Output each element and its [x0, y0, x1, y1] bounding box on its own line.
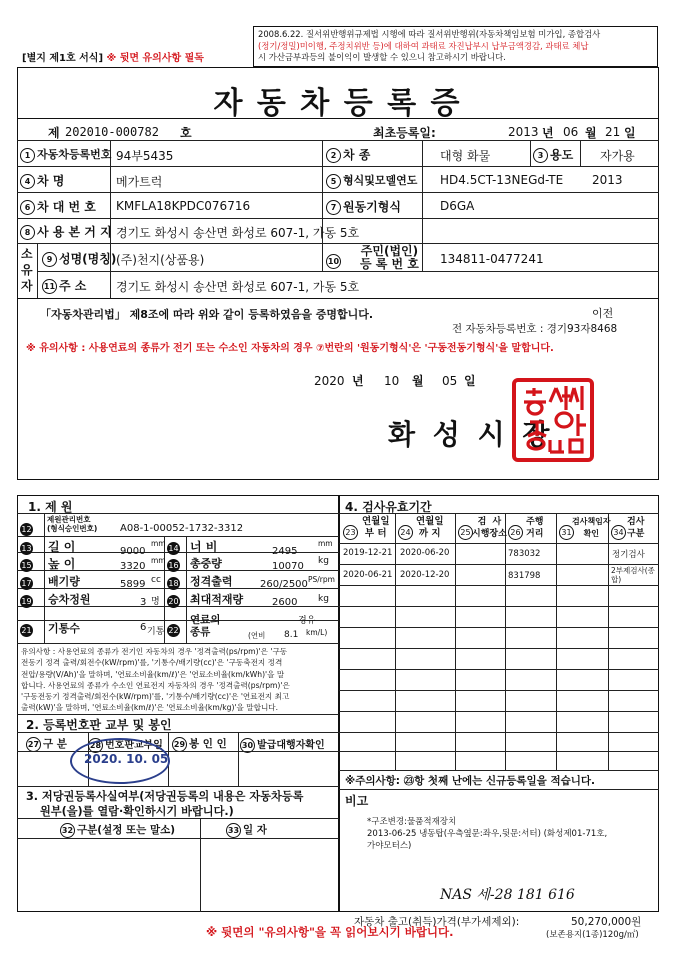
official-seal-image	[512, 378, 594, 462]
month-unit: 월	[585, 126, 597, 140]
power-value: 260/2500	[260, 579, 308, 590]
use-value: 자가용	[600, 149, 635, 163]
fuel-label: 연료의 종류	[190, 614, 221, 638]
plate-issue-date: 2020. 10. 05	[84, 752, 169, 766]
engine-label: 7 원동기형식	[326, 198, 401, 215]
vin-label: 6 차 대 번 호	[20, 198, 96, 215]
efficiency-value: 8.1	[284, 630, 299, 640]
width-value: 2495	[272, 546, 298, 557]
price-label: 자동차 출고(취득)가격(부가세제외):	[354, 916, 520, 928]
plate-col-agent: 30 발급대행자확인	[240, 736, 325, 753]
transfer-label: 이전	[592, 307, 614, 320]
prev-reg-no: 전 자동차등록번호 : 경기93자8468	[452, 323, 618, 335]
owner-id-value: 134811-0477241	[440, 252, 544, 266]
cert-caution: ※ 유의사항 : 사용연료의 종류가 전기 또는 수소인 자동차의 경우 ⑦번란의 '원동기형식'은 '구동전동기형식'을 말합니다.	[26, 343, 554, 354]
inspection-footnote: ※주의사항: ㉓항 첫째 난에는 신규등록일을 적습니다.	[345, 775, 596, 787]
reg-no-field-label: 1 자동차등록번호	[20, 146, 111, 163]
gross-label: 총중량	[190, 557, 222, 570]
issue-day: 05	[442, 374, 458, 388]
mortgage-col-date: 33 일 자	[227, 824, 267, 836]
base-value: 경기도 화성시 송산면 화성로 607-1, 가동 5호	[116, 226, 360, 240]
cylinders-label: 기통수	[48, 622, 80, 635]
paper-spec: (보존용지(1종)120g/㎡)	[546, 930, 639, 940]
vin-value: KMFLA18KPDC076716	[116, 199, 251, 213]
insp-col-km: 주행 거리	[526, 517, 544, 539]
plate-col-date: 28 번호판교부일	[88, 736, 163, 753]
insp-col-kind: 검사 구분	[627, 517, 645, 539]
model-value: HD4.5CT-13NEGd-TE	[440, 173, 564, 187]
displacement-value: 5899	[120, 579, 146, 590]
use-label: 3 용도	[533, 146, 573, 163]
reg-no-value: 202010-000782	[65, 125, 159, 139]
seats-label: 승차정원	[48, 593, 91, 606]
mortgage-section-title: 3. 저당권등록사실여부(저당권등록의 내용은 자동차등록	[26, 790, 304, 803]
back-notice-top: ※ 뒷면 유의사항 필독	[106, 53, 204, 64]
spec-section-title: 1. 제 원	[28, 500, 73, 514]
remarks-text: *구조변경:물품적재장치 2013-06-25 냉동탑(우측옆문:좌우,뒷문:서터) (화성제01-71호, 가야모터스)	[367, 817, 608, 851]
page-title: 자 동 차 등 록 증	[213, 86, 462, 121]
reg-no-field-value: 94부5435	[116, 149, 174, 163]
insp-col-to: 연월일 까 지	[416, 516, 444, 539]
fuel-value: 경유	[298, 616, 316, 626]
form-number: [별지 제1호 서식] ※ 뒷면 유의사항 필독	[22, 53, 204, 64]
insp-col-place: 검 사 시행장소	[472, 517, 507, 539]
kind-label: 2 차 종	[326, 146, 370, 163]
reg-no-label: 제	[48, 126, 60, 140]
notice-box	[253, 26, 658, 67]
owner-side-label: 소 유 자	[21, 247, 33, 293]
cylinders-value: 6	[140, 622, 147, 633]
plate-section-title: 2. 등록번호판 교부 및 봉인	[26, 718, 172, 732]
width-label: 너 비	[190, 540, 218, 554]
plate-col-type: 27 구 분	[27, 738, 67, 750]
first-reg-year: 2013	[508, 125, 539, 139]
handwritten-note: NAS 세-28 181 616	[440, 887, 575, 903]
power-label: 정격출력	[190, 575, 233, 588]
name-value: 메가트럭	[116, 175, 163, 189]
day-unit: 일	[624, 126, 636, 140]
model-year: 2013	[592, 173, 623, 187]
reg-no-suffix: 호	[180, 126, 192, 140]
spec-note: 유의사항 : 사용연료의 종류가 전기인 자동차의 경우 '정격출력(ps/rpm)'은 '구동 전동기 정격 출력/회전수(kW/rpm)'를, '기통수/배기량(cc)'은 '구동축전지 정격 전압/용량(V/Ah)'을 말하며, '연료소비율(km/ℓ)'은 '연료소비율(km/kWh)'을 말 합니다. 사용연료의 종류가 수소인 연료전지 자동차의 경우 '정격출력(ps/rpm)'은 '구동전동기 정격출력/회전수(kW/rpm)'를, '기통수/배기량(cc)'은 '연료전지 최고 출력(kW)'을 말하며, '연료소비율(km/ℓ)'은 '연료소비율(km/kg)'을 말합니다.	[21, 647, 290, 713]
insp-col-confirm: 검사책임자 확인	[572, 517, 611, 538]
length-value: 9000	[120, 546, 146, 557]
mortgage-section-title-2: 원부(을)를 열람·확인하시기 바랍니다.)	[40, 805, 234, 818]
first-reg-month: 06	[563, 125, 579, 139]
owner-name-label: 9 성명(명칭)	[42, 250, 116, 267]
displacement-label: 배기량	[48, 575, 80, 588]
kind-value: 대형 화물	[440, 149, 491, 163]
notice-line-3: 시 가산금부과등의 불이익이 발생할 수 있으니 참고하시기 바랍니다.	[258, 52, 506, 62]
approval-value: A08-1-00052-1732-3312	[120, 523, 244, 534]
model-label: 5 형식및모델연도	[326, 172, 417, 189]
max-load-label: 최대적재량	[190, 593, 244, 606]
addr-value: 경기도 화성시 송산면 화성로 607-1, 가동 5호	[116, 280, 360, 294]
issuer: 화 성 시 장	[388, 418, 554, 451]
addr-label: 11 주 소	[43, 279, 87, 293]
divider	[17, 118, 659, 119]
mortgage-col-type: 32 구분(설정 또는 말소)	[61, 824, 176, 836]
seats-value: 3	[140, 597, 147, 608]
height-value: 3320	[120, 561, 146, 572]
length-label: 길 이	[48, 540, 76, 554]
first-reg-day: 21	[605, 125, 621, 139]
owner-name-value: (주)천지(상품용)	[116, 253, 205, 267]
name-label: 4 차 명	[20, 172, 64, 189]
base-label: 8 사 용 본 거 지	[20, 223, 112, 240]
back-notice-bottom: ※ 뒷면의 "유의사항"을 꼭 읽어보시기 바랍니다.	[206, 925, 454, 939]
max-load-value: 2600	[272, 597, 298, 608]
owner-id-num: 10	[326, 254, 343, 269]
issue-month: 10	[384, 374, 400, 388]
engine-value: D6GA	[440, 199, 475, 213]
plate-col-seal: 29 봉 인 인	[173, 738, 227, 750]
inspection-section-title: 4. 검사유효기간	[345, 500, 432, 514]
issue-year: 2020	[314, 374, 345, 388]
approval-label: 제원관리번호 (형식승인번호)	[47, 515, 98, 533]
cert-statement: 「자동차관리법」 제8조에 따라 위와 같이 등록하였음을 증명합니다.	[40, 308, 374, 321]
notice-line-1: 2008.6.22. 질서위반행위규제법 시행에 따라 질서위반행위(자동차책임보험 미가입, 종합검사	[258, 29, 601, 39]
owner-id-label: 주민(법인) 등 록 번 호	[360, 244, 419, 271]
remarks-title: 비고	[345, 794, 369, 808]
gross-value: 10070	[272, 561, 304, 572]
height-label: 높 이	[48, 557, 76, 571]
notice-line-2: (정기/정밀)미이행, 주정치위반 등)에 대하여 과태료 자진납부시 납부금액경감, 과태료 체납	[258, 40, 589, 51]
price-value: 50,270,000원	[571, 916, 642, 928]
year-unit: 년	[542, 126, 554, 140]
insp-col-from: 연월일 부 터	[362, 516, 390, 539]
first-reg-label: 최초등록일:	[373, 126, 436, 140]
